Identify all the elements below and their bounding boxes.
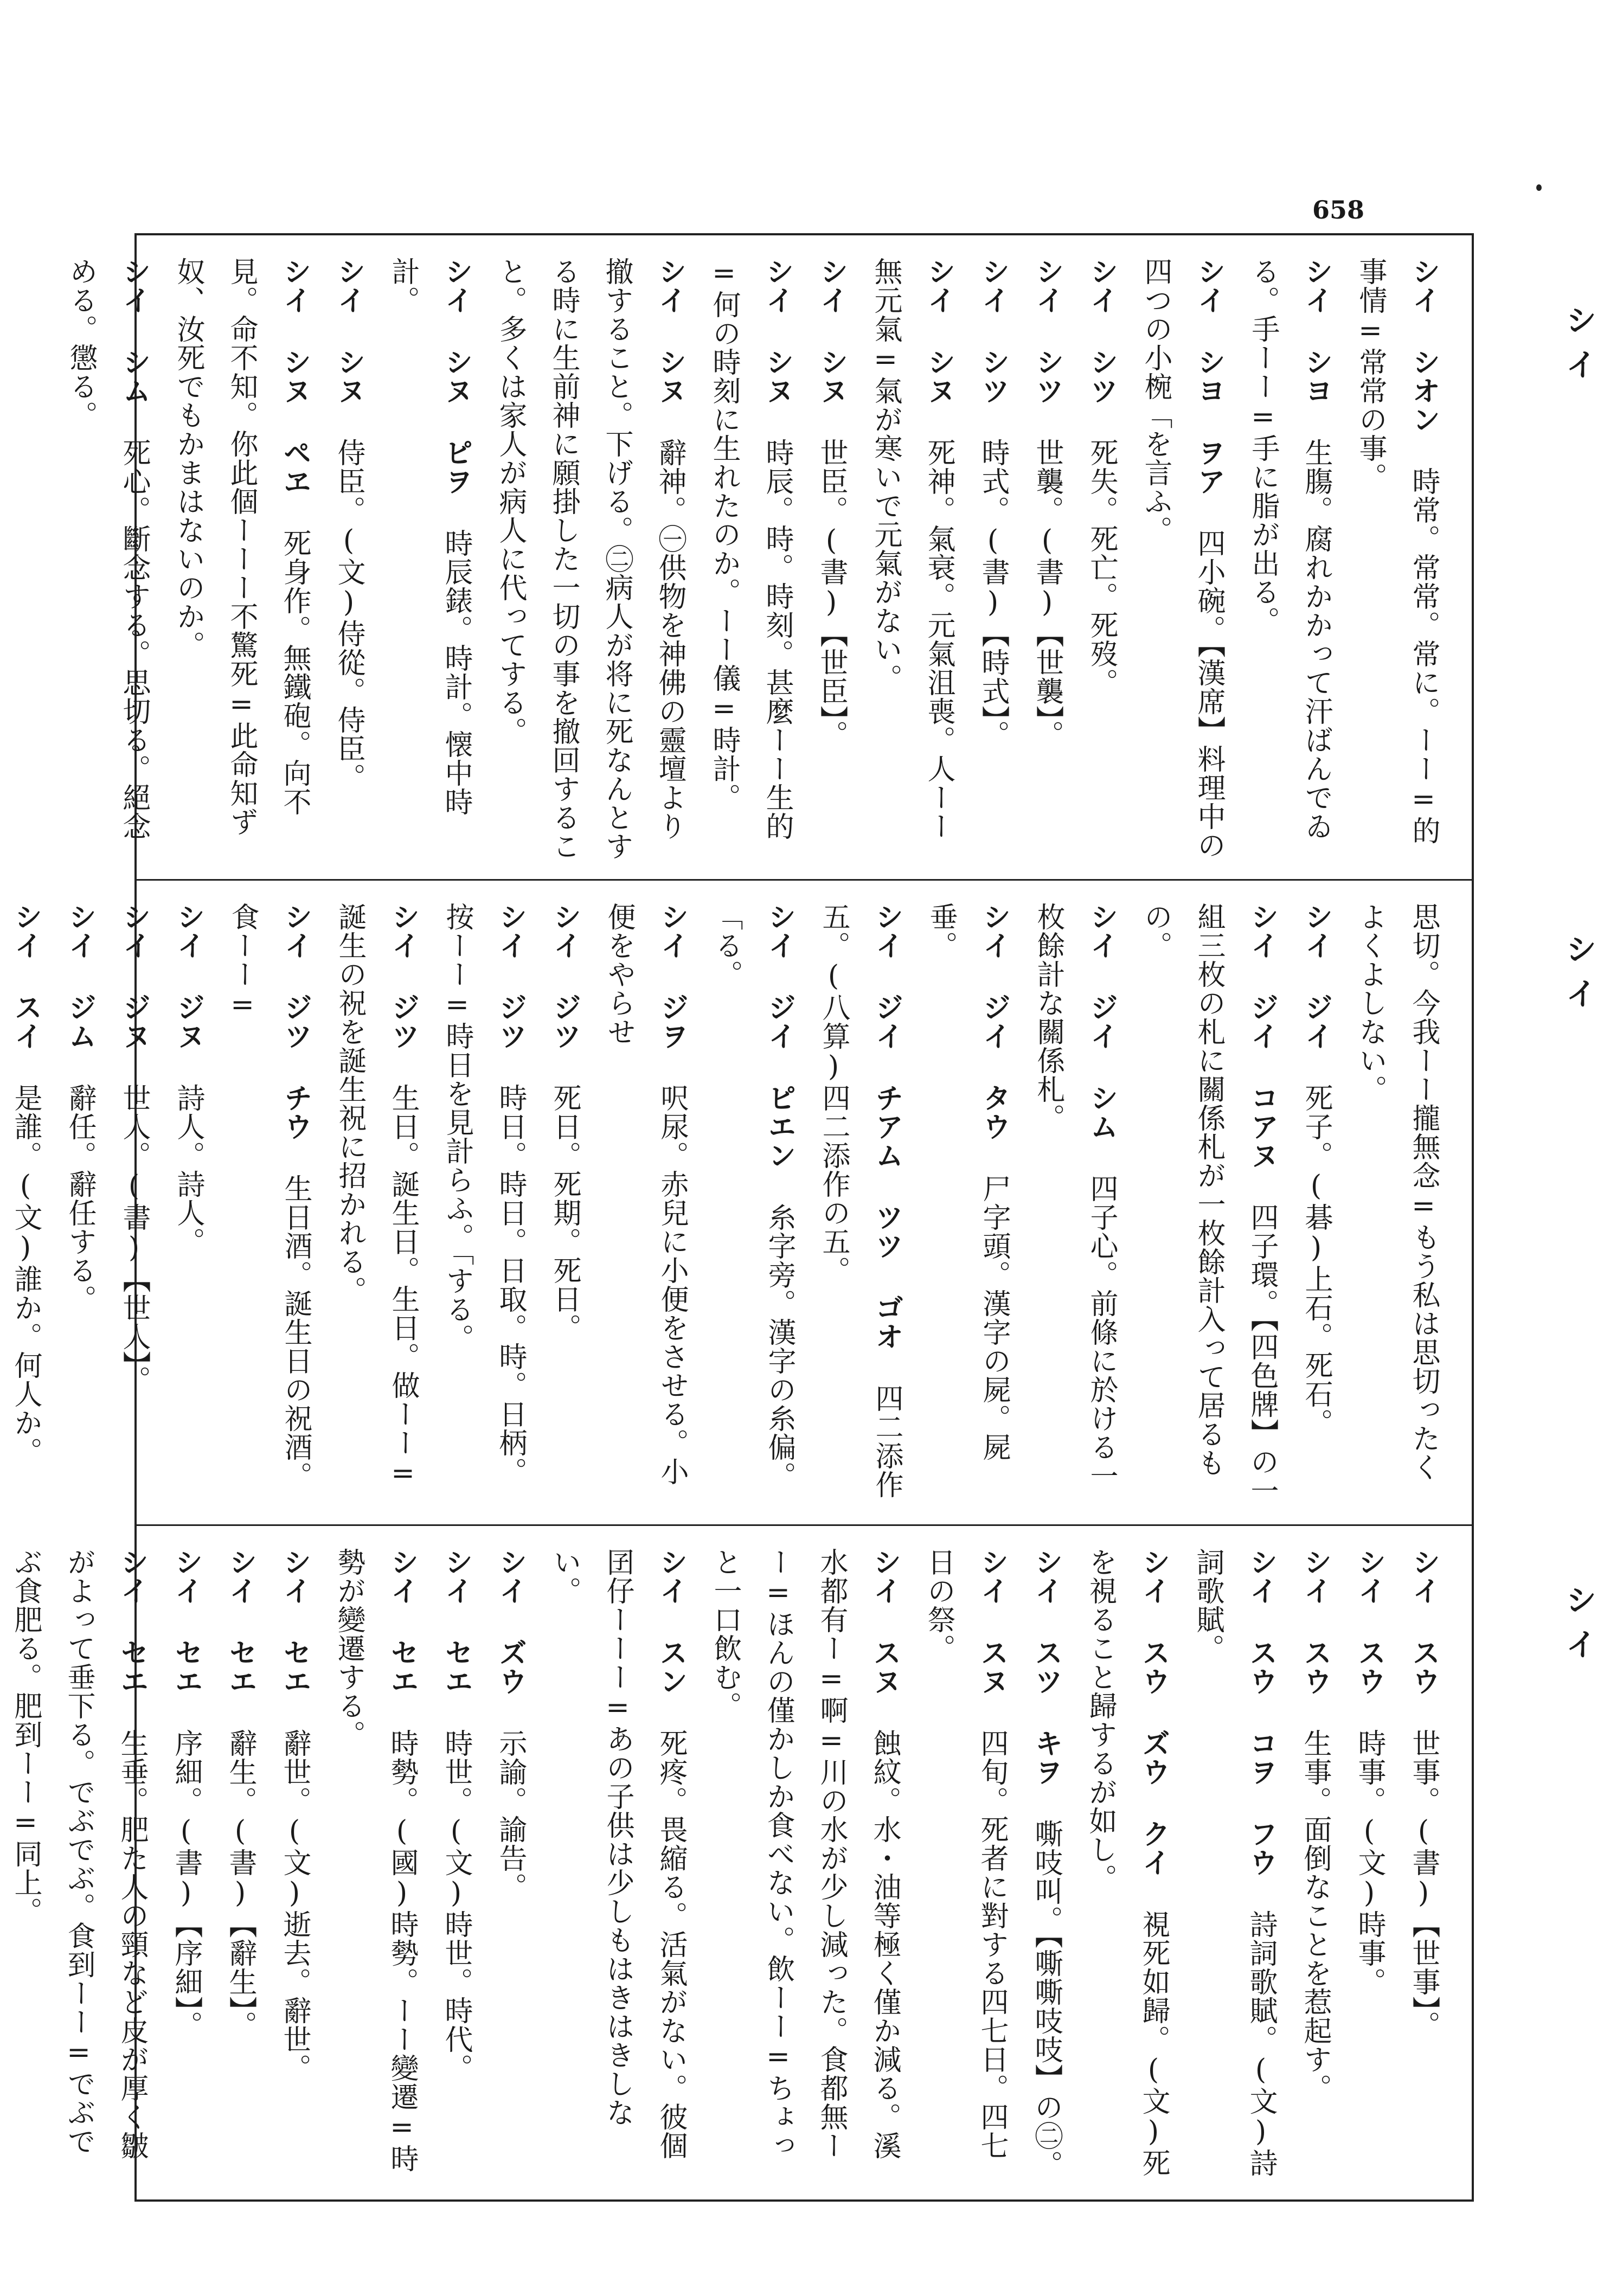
entry-definition: 糸字旁。漢字の糸偏。「る。 [710, 902, 796, 1490]
entry-definition: 時常。常常。常に。ーー=的事情=常常の事。 [1354, 257, 1440, 845]
entry-definition: 四子環。【四色牌】の一組三枚の札に關係札が一枚餘計入って居るもの。 [1139, 902, 1278, 1505]
entry-definition: 死神。氣衰。元氣沮喪。人ーー無元氣=氣が寒いで元氣がない。 [869, 257, 955, 841]
entry-definition: 生垂。肥た人の頸など皮が厚く皺がよって垂下る。でぶでぶ。食到ーー=でぶでぶ食肥る。肥到ーー=同上。 [9, 1548, 148, 2160]
entry-definition: 尸字頭。漢字の屍。屍垂。 [925, 902, 1010, 1461]
dictionary-entry [592, 902, 698, 1508]
dictionary-entry [1397, 1548, 1450, 2183]
entry-definition: 辭神。㊀供物を神佛の靈壇より撤すること。下げる。㊁病人が将に死なんとする時に生前神に願掛した一切の事を撤回すること。多くは家人が病人に代ってする。 [494, 257, 686, 861]
dictionary-entry [216, 902, 322, 1508]
side-label: シイ [1560, 304, 1597, 393]
entry-headword: シイ セエ [278, 1548, 311, 1696]
dictionary-entry [107, 902, 161, 1508]
entry-headword: シイ シオン [1407, 257, 1440, 434]
dictionary-entry [214, 1548, 267, 2183]
dictionary-entry [0, 1548, 158, 2183]
page-number: 658 [1312, 195, 1365, 225]
entry-definition: 世事。(書)【世事】。 [1407, 1729, 1440, 2040]
entry-headword: シイ シヌ [653, 257, 686, 405]
dictionary-entry [1236, 257, 1343, 863]
dictionary-entry [0, 902, 52, 1508]
entry-headword: シイ セエ [386, 1548, 418, 1696]
band-top [65, 235, 1472, 881]
entry-definition: 生事。面倒なことを惹起す。 [1299, 1729, 1331, 2102]
entry-headword: シイ ズウ [494, 1548, 527, 1696]
dictionary-entry [429, 1548, 483, 2183]
dictionary-entry [1129, 257, 1235, 863]
entry-headword: シイ スイ [9, 902, 42, 1050]
entry-definition: 示諭。諭告。 [494, 1729, 527, 1901]
dictionary-entry [484, 257, 696, 863]
dictionary-entry [859, 257, 965, 863]
dictionary-entry [268, 1548, 321, 2183]
dictionary-entry [1129, 902, 1288, 1508]
dictionary-entry [914, 902, 1021, 1508]
entry-headword: シイ スウ [1353, 1548, 1385, 1696]
entry-headword: シイ シヌ [761, 257, 793, 405]
side-label: シイ [1560, 933, 1597, 1022]
entry-definition: 四旬。死者に對する四七日。四七日の祭。 [922, 1548, 1008, 2160]
dictionary-entry [162, 257, 321, 863]
dictionary-entry [697, 257, 804, 863]
dictionary-entry [159, 1548, 213, 2183]
entry-headword: シイ ジム [63, 902, 96, 1050]
dictionary-entry [322, 1548, 428, 2183]
dictionary-entry [53, 902, 106, 1508]
entry-headword: シイ セエ [116, 1548, 148, 1696]
entry-headword: シイ スン [655, 1548, 687, 1696]
entry-headword: シイ ジイ タウ [978, 902, 1010, 1141]
entry-definition: 思切。今我ーー攏無念=もう私は思切ったくよくよしない。 [1354, 902, 1440, 1482]
entry-definition: 時辰錶。時計。懐中時計。 [387, 257, 472, 816]
entry-headword: シイ ジツ チウ [279, 902, 312, 1141]
entry-definition: 生日酒。誕生日の祝酒。食ーー= [226, 902, 312, 1490]
dictionary-entry [912, 1548, 1018, 2183]
entry-definition: 時式。(書)【時式】。 [977, 438, 1009, 749]
dictionary-entry [1019, 1548, 1073, 2183]
entry-definition: 四子心。前條に於ける一枚餘計な關係札。 [1032, 902, 1118, 1490]
entry-headword: シイ ジツ [387, 902, 419, 1050]
entry-headword: シイ セエ [170, 1548, 202, 1696]
dictionary-entry [1074, 1548, 1180, 2183]
dictionary-entry [1075, 257, 1128, 863]
entry-headword: シイ シヨ [1300, 257, 1332, 405]
entry-definition: 世臣。(書)【世臣】。 [815, 438, 848, 749]
entry-definition: 世襲。(書)【世襲】。 [1031, 438, 1063, 749]
entry-headword: シイ スツ キヲ [1030, 1548, 1062, 1786]
entry-definition: 序細。(書)【序細】。 [170, 1729, 202, 2040]
dictionary-entry [1344, 257, 1450, 863]
entry-definition: 視死如歸。(文)死を視ること歸するが如し。 [1084, 1548, 1170, 2177]
entry-headword: シイ スウ [1407, 1548, 1440, 1696]
entry-headword: シイ スウ [1299, 1548, 1331, 1696]
entry-definition: 四二添作五。(八算)四二添作の五。 [817, 902, 903, 1499]
entry-definition: 辭生。(書)【辭生】。 [224, 1729, 256, 2040]
entry-definition: 死身作。無鐵砲。向不見。命不知。你此個ーーー不驚死=此命知ず奴、汝死でもかまはないのか。 [172, 257, 311, 836]
entry-definition: 呎尿。赤兒に小便をさせる。小便をやらせ [602, 902, 688, 1486]
dictionary-entry [1288, 1548, 1342, 2183]
dictionary-entry [1290, 902, 1343, 1508]
entries [0, 1548, 1450, 2183]
entry-headword: シイ ジヌ [118, 902, 150, 1050]
dictionary-entry [431, 902, 537, 1508]
entry-headword: シイ ジツ [494, 902, 527, 1050]
dictionary-entry [376, 257, 483, 863]
entry-headword: シイ ジヌ [172, 902, 204, 1050]
entry-definition: 死子。(碁)上石。死石。 [1300, 1083, 1332, 1437]
entry-definition: 時世。(文)時世。時代。 [440, 1729, 472, 2082]
entry-headword: シイ セエ [440, 1548, 472, 1696]
entry-definition: 死疼。畏縮る。活氣がない。彼個囝仔ーーー=あの子供は少しもはきはきしない。 [548, 1548, 687, 2160]
entry-headword: シイ シヌ [332, 257, 365, 405]
dictionary-entry [538, 1548, 697, 2183]
entry-definition: 詩人。詩人。 [172, 1083, 204, 1256]
entry-definition: 侍臣。(文)侍從。侍臣。 [332, 438, 365, 792]
dictionary-entry [1021, 257, 1074, 863]
dictionary-entry [807, 902, 913, 1508]
entries [0, 902, 1450, 1508]
entry-definition: 蝕紋。水・油等極く僅か減る。溪水都有ー=啊=川の水が少し減った。食都無ーー=ほんの僅かしか食べない。飲ーー=ちょっと一口飲む。 [709, 1548, 901, 2160]
entry-definition: 死日。死期。死日。 [548, 1083, 581, 1342]
entries [54, 257, 1450, 863]
entry-headword: シイ シム [118, 257, 150, 405]
entry-headword: シイ ジイ シム [1085, 902, 1118, 1141]
entry-headword: シイ シツ [1085, 257, 1118, 405]
dictionary-entry [1344, 902, 1450, 1508]
print-mark [1536, 184, 1542, 191]
entry-headword: シイ ジツ [548, 902, 581, 1050]
entry-headword: シイ シヨ ヲア [1192, 257, 1225, 496]
dictionary-entry [700, 902, 806, 1508]
entry-headword: シイ スヌ [976, 1548, 1008, 1696]
entry-definition: 詩詞歌賦。(文)詩詞歌賦。 [1191, 1548, 1277, 2177]
entry-definition: 生膓。腐れかかって汗ばんでゐる。手ーー=手に脂が出る。 [1247, 257, 1332, 841]
dictionary-entry [162, 902, 215, 1508]
entry-headword: シイ シヌ ペヱ [278, 257, 311, 496]
dictionary-entry [484, 1548, 537, 2183]
dictionary-entry [805, 257, 858, 863]
entry-headword: シイ ジイ チアム ツツ ゴオ [870, 902, 903, 1351]
entry-headword: シイ ジヲ [656, 902, 688, 1050]
side-label: シイ [1560, 1583, 1597, 1672]
entry-definition: 四小碗。【漢席】料理中の四つの小椀「を言ふ。 [1139, 257, 1225, 860]
band-middle [9, 881, 1472, 1526]
entry-headword: シイ シヌ ピヲ [440, 257, 472, 496]
entry-headword: シイ スウ ズウ クイ [1137, 1548, 1170, 1877]
page-frame [9, 233, 1474, 2202]
entry-definition: 時日。時日。日取。時。日柄。按ーー=時日を見計らふ。「する。 [441, 902, 527, 1486]
band-bottom [9, 1526, 1472, 2199]
entry-definition: 嘶吱叫。【嘶嘶吱吱】の㊁。 [1030, 1819, 1062, 2179]
entry-definition: 生日。誕生日。生日。做ーー=誕生の祝を誕生祝に招かれる。 [333, 902, 419, 1490]
entry-definition: 世人。(書)【世人】。 [118, 1083, 150, 1394]
entry-headword: シイ セエ [224, 1548, 256, 1696]
dictionary-entry [322, 257, 375, 863]
entry-definition: 時事。(文)時事。 [1353, 1729, 1385, 1996]
entry-definition: 時勢。(國)時勢。ーー變遷=時勢が變遷する。 [332, 1548, 418, 2173]
dictionary-entry [1022, 902, 1128, 1508]
entry-definition: 死失。死亡。死歿。 [1085, 438, 1118, 697]
entry-headword: シイ スウ コヲ フウ [1244, 1548, 1277, 1877]
entry-definition: 辭世。(文)逝去。辭世。 [278, 1729, 311, 2082]
entry-headword: シイ シツ [1031, 257, 1063, 405]
entry-definition: 時辰。時。時刻。甚麼ーー生的=何の時刻に生れたのか。ーー儀=時計。 [708, 257, 793, 841]
entry-definition: 死心。斷念する。思切る。絕念める。懲る。 [65, 257, 150, 841]
dictionary-entry [1343, 1548, 1396, 2183]
entry-headword: シイ ジイ ピエン [763, 902, 796, 1170]
dictionary-entry [323, 902, 429, 1508]
dictionary-entry [54, 257, 161, 863]
dictionary-entry [698, 1548, 911, 2183]
entry-headword: シイ ジイ [1300, 902, 1332, 1050]
entry-headword: シイ ジイ コアヌ [1246, 902, 1278, 1170]
entry-headword: シイ スヌ [868, 1548, 901, 1696]
entry-headword: シイ シヌ [922, 257, 955, 405]
dictionary-entry [966, 257, 1019, 863]
entry-headword: シイ シヌ [815, 257, 848, 405]
dictionary-entry [538, 902, 591, 1508]
dictionary-entry [1181, 1548, 1287, 2183]
entry-definition: 辭任。辭任する。 [63, 1083, 96, 1313]
entry-headword: シイ シツ [977, 257, 1009, 405]
entry-definition: 是誰。(文)誰か。何人か。 [9, 1083, 42, 1466]
